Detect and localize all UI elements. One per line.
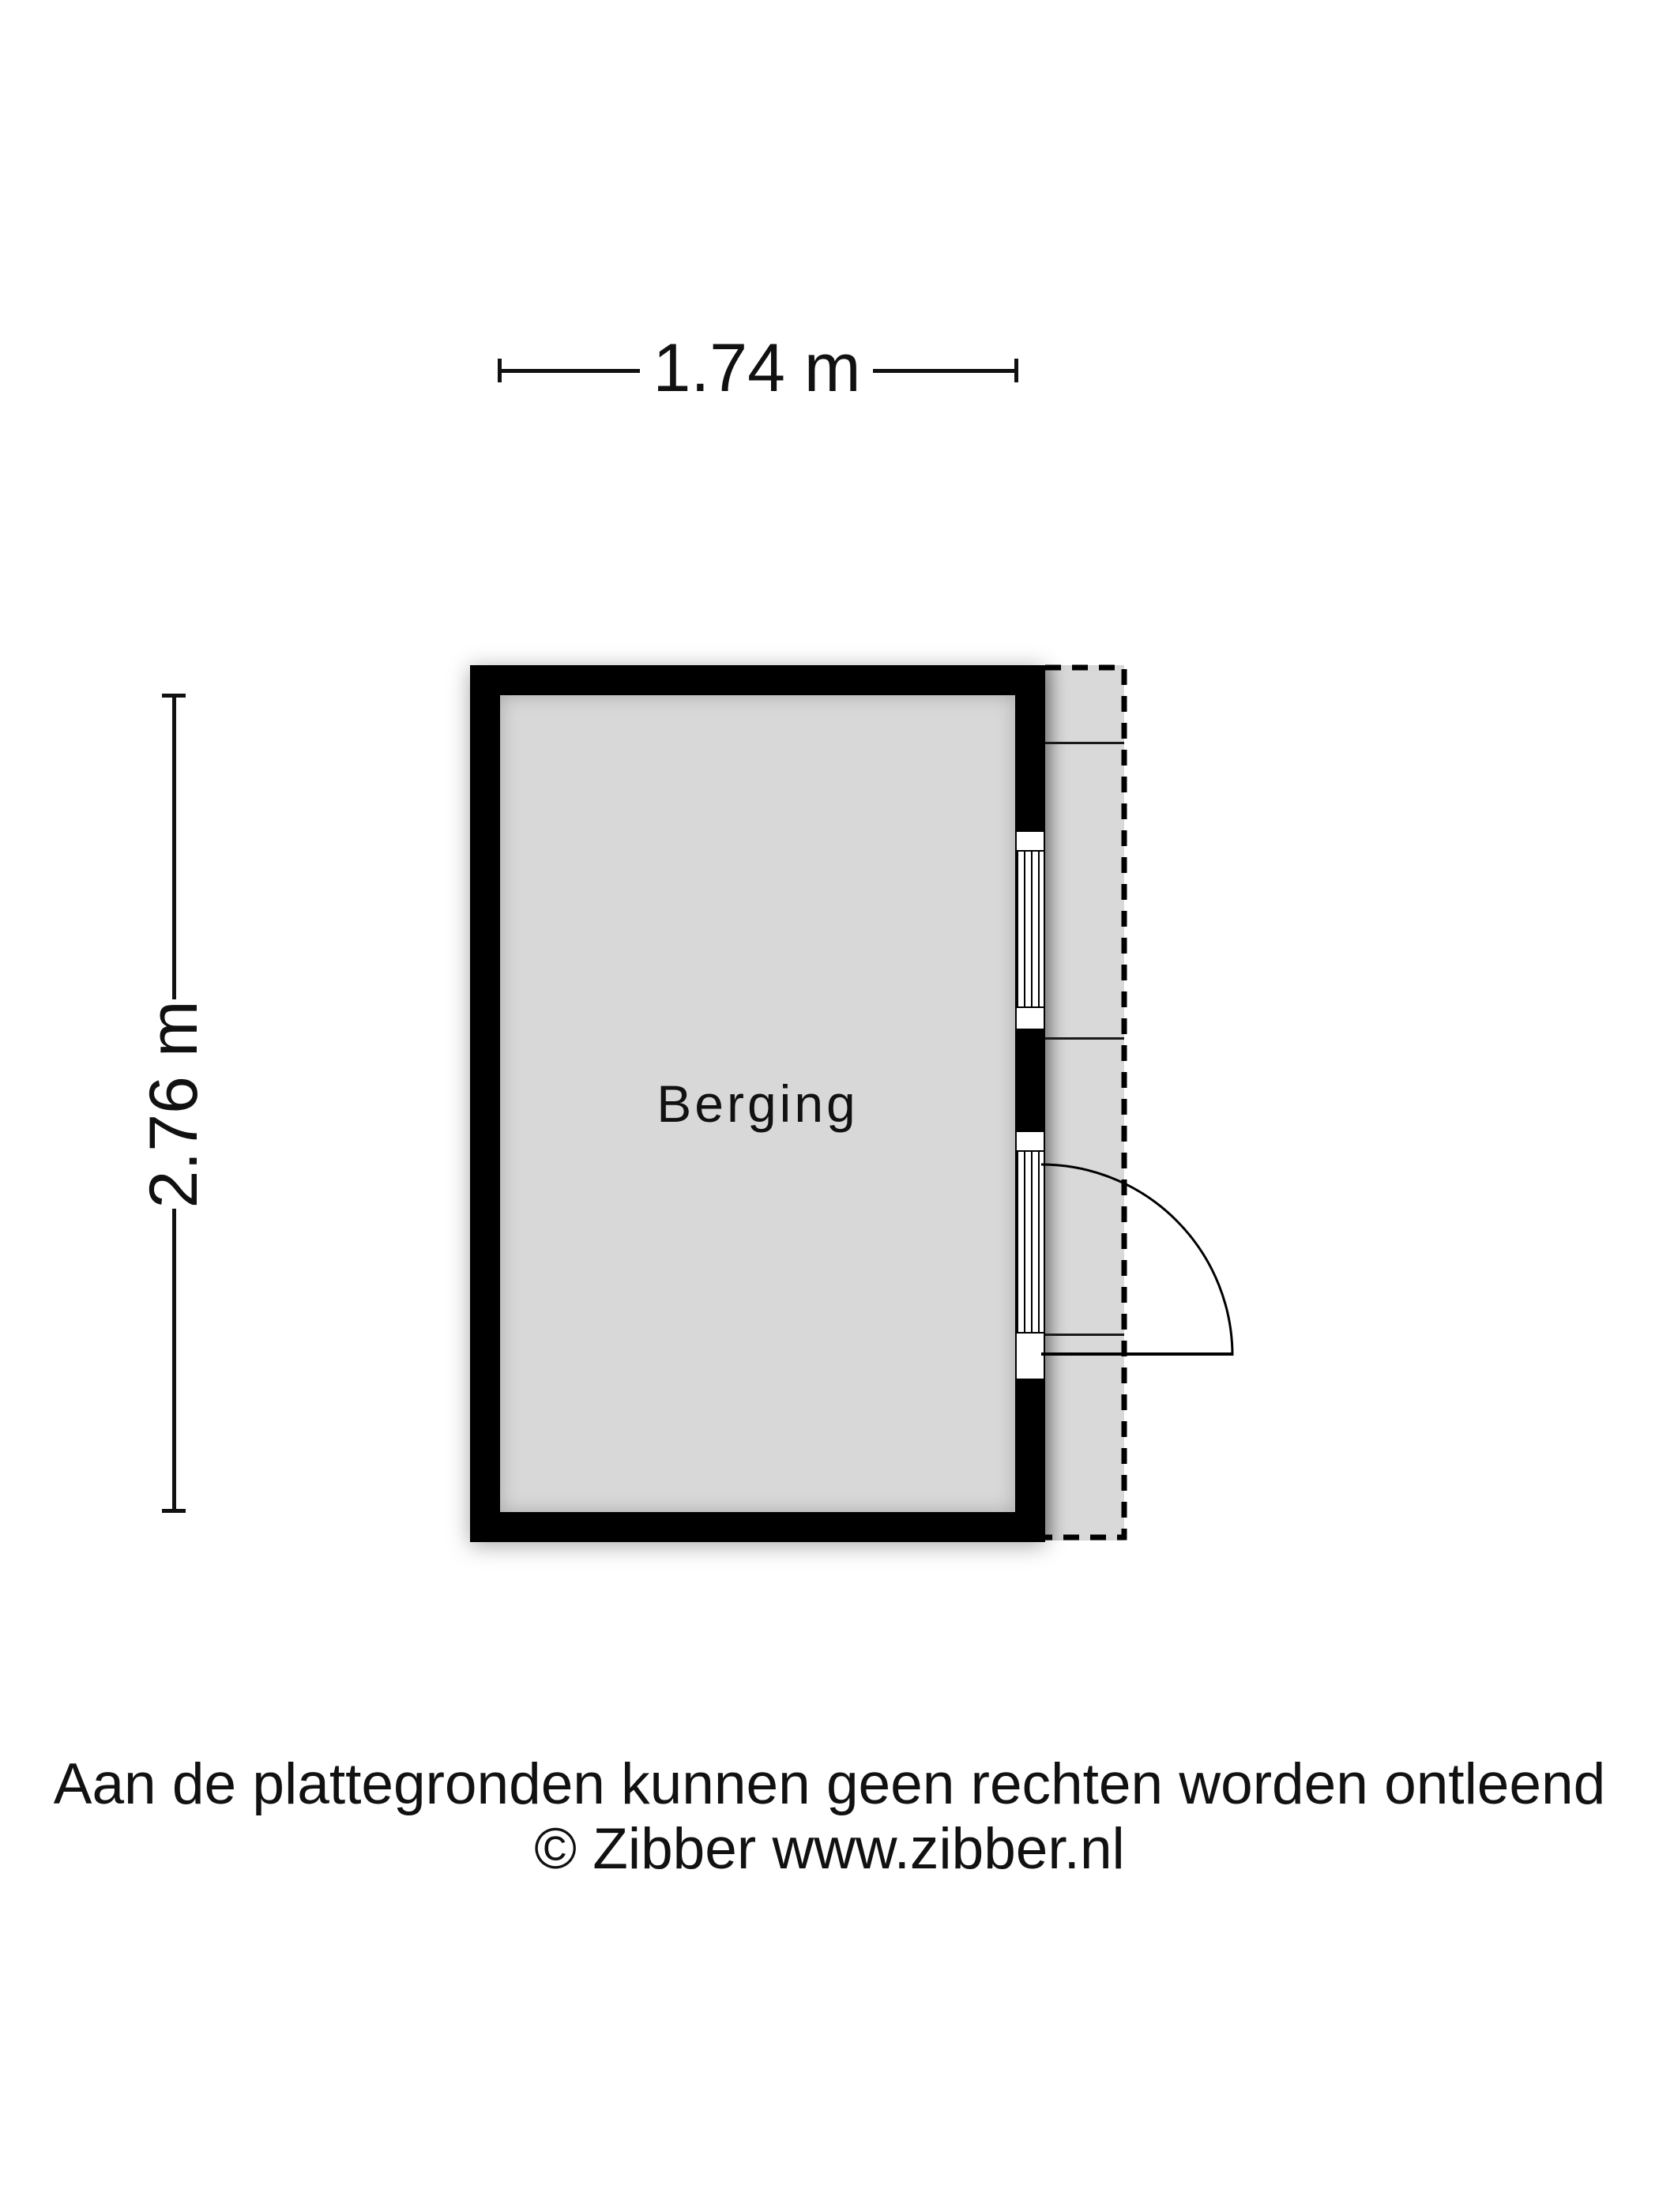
room-label: Berging [656,1074,859,1133]
disclaimer-text: Aan de plattegronden kunnen geen rechten worden ontleend [53,1752,1606,1816]
height-dimension-label: 2.76 m [136,1000,212,1209]
width-dimension-label: 1.74 m [653,330,861,406]
door-swing-arc [1041,1164,1232,1356]
copyright-text: © Zibber www.zibber.nl [534,1817,1125,1882]
dashed-boundary [1045,668,1124,1537]
footer [0,1752,1659,1883]
